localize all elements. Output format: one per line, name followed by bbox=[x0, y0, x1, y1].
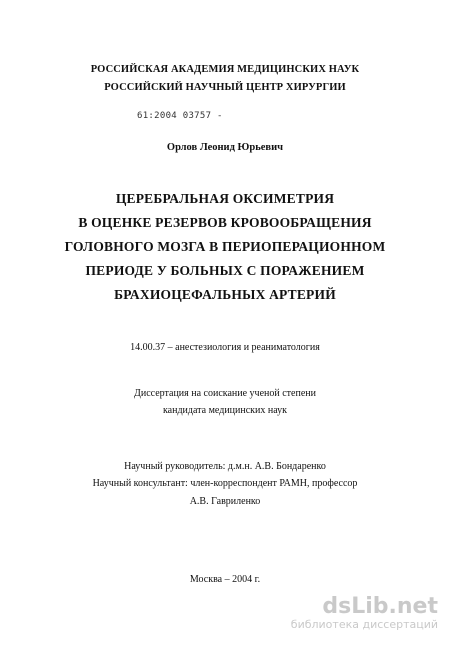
library-stamp: 61:2004 03757 - bbox=[137, 111, 223, 121]
institution-line-2: РОССИЙСКИЙ НАУЧНЫЙ ЦЕНТР ХИРУРГИИ bbox=[104, 82, 346, 93]
title-line-1: ЦЕРЕБРАЛЬНАЯ ОКСИМЕТРИЯ bbox=[115, 191, 335, 206]
institution-line-1: РОССИЙСКАЯ АКАДЕМИЯ МЕДИЦИНСКИХ НАУК bbox=[90, 64, 360, 75]
degree-line-1: Диссертация на соискание ученой степени bbox=[134, 388, 316, 399]
consultant-line: Научный консультант: член-корреспондент РАМН, профессор bbox=[92, 478, 358, 489]
site-watermark bbox=[258, 596, 438, 631]
specialty-code: 14.00.37 – анестезиология и реаниматология bbox=[130, 342, 320, 353]
title-line-2: В ОЦЕНКЕ РЕЗЕРВОВ КРОВООБРАЩЕНИЯ bbox=[78, 215, 372, 230]
place-year: Москва – 2004 г. bbox=[189, 574, 261, 585]
degree-line-2: кандидата медицинских наук bbox=[162, 405, 288, 416]
author-name: Орлов Леонид Юрьевич bbox=[166, 142, 284, 153]
title-line-4: ПЕРИОДЕ У БОЛЬНЫХ С ПОРАЖЕНИЕМ bbox=[85, 263, 365, 278]
title-line-5: БРАХИОЦЕФАЛЬНЫХ АРТЕРИЙ bbox=[114, 287, 336, 302]
title-line-3: ГОЛОВНОГО МОЗГА В ПЕРИОПЕРАЦИОННОМ bbox=[64, 239, 386, 254]
watermark-subtitle: библиотека диссертаций bbox=[290, 618, 438, 631]
consultant-name-line: А.В. Гавриленко bbox=[189, 496, 261, 507]
watermark-logo: dsLib.net bbox=[322, 594, 438, 619]
supervisor-line: Научный руководитель: д.м.н. А.В. Бондаренко bbox=[124, 461, 326, 472]
